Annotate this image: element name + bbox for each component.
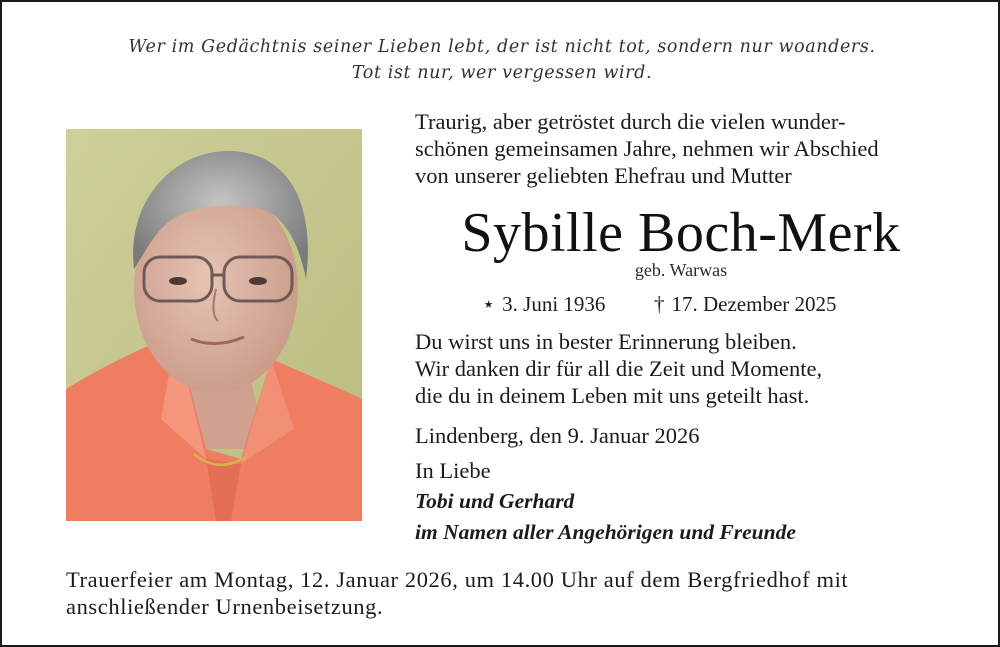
funeral-line: Trauerfeier am Montag, 12. Januar 2026, um 14.00 Uhr auf dem Bergfriedhof mit bbox=[66, 567, 849, 592]
signature-block bbox=[415, 455, 796, 548]
place-date-line: Lindenberg, den 9. Januar 2026 bbox=[415, 423, 700, 448]
portrait-photo bbox=[66, 129, 362, 521]
death-date-group bbox=[654, 290, 837, 318]
quote-line-1: Wer im Gedächtnis seiner Lieben lebt, der ist nicht tot, sondern nur woanders. bbox=[128, 37, 876, 57]
portrait-illustration bbox=[66, 129, 362, 521]
signature-greeting: In Liebe bbox=[415, 458, 491, 483]
intro-line: Traurig, aber getröstet durch die vielen wunder- bbox=[415, 109, 846, 134]
quote-line-2: Tot ist nur, wer vergessen wird. bbox=[351, 63, 653, 83]
remembrance-text bbox=[415, 328, 955, 409]
place-and-date bbox=[415, 422, 700, 449]
memorial-quote bbox=[2, 34, 1000, 86]
remembrance-line: die du in deinem Leben mit uns geteilt hast. bbox=[415, 383, 810, 408]
remembrance-line: Du wirst uns in bester Erinnerung bleiben. bbox=[415, 329, 797, 354]
maiden-name: geb. Warwas bbox=[634, 260, 728, 280]
intro-line: von unserer geliebten Ehefrau und Mutter bbox=[415, 163, 792, 188]
deceased-name: Sybille Boch-Merk bbox=[461, 202, 901, 264]
funeral-line: anschließender Urnenbeisetzung. bbox=[66, 594, 384, 619]
intro-text bbox=[415, 108, 955, 189]
signature-names: Tobi und Gerhard bbox=[415, 489, 575, 513]
birth-date: 3. Juni 1936 bbox=[502, 292, 606, 316]
funeral-info bbox=[66, 566, 946, 620]
birth-date-group bbox=[482, 290, 605, 318]
star-icon: ⋆ bbox=[482, 292, 496, 316]
cross-icon: † bbox=[654, 292, 665, 316]
intro-line: schönen gemeinsamen Jahre, nehmen wir Abschied bbox=[415, 136, 879, 161]
death-date: 17. Dezember 2025 bbox=[671, 292, 837, 316]
signature-family: im Namen aller Angehörigen und Freunde bbox=[415, 520, 796, 544]
remembrance-line: Wir danken dir für all die Zeit und Momente, bbox=[415, 356, 823, 381]
